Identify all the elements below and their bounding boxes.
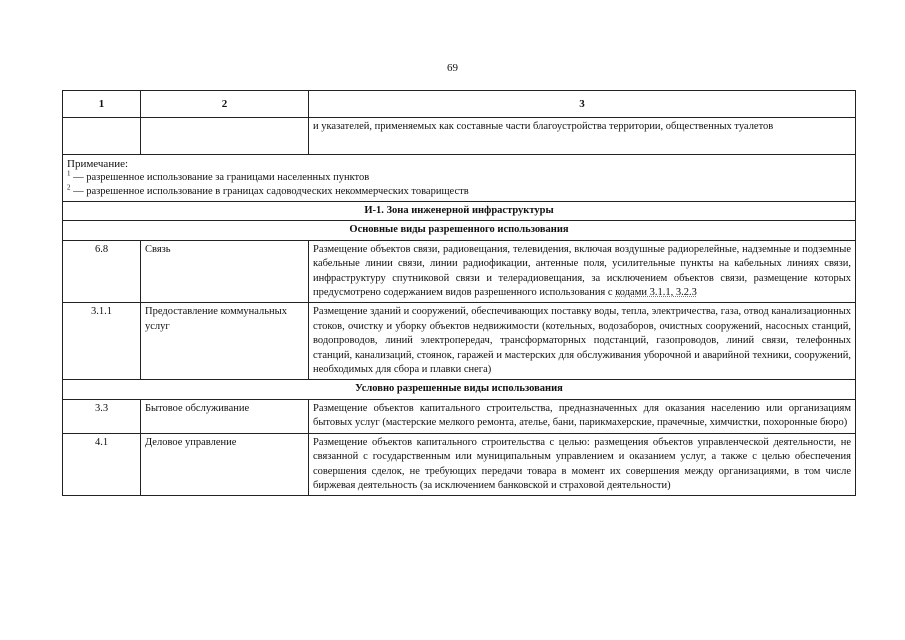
table-header-row [63,91,856,118]
section-main-row [63,221,856,240]
cell-code: 4.1 [63,433,141,496]
note-line-1 [67,171,851,185]
desc-text: Размещение объектов связи, радиовещания, телевидения, включая воздушные радиорелейные, надземные и подземные кабельные линии связи, линии радиофикации, антенные поля, усилительные пункты на кабельных линиях связи, инфраструктуру спутниковой связи и телерадиовещания, за исключением объектов связи, размещение которых предусмотрено содержанием видов разрешенного использования с [313,243,851,299]
page-number: 69 [447,62,458,74]
note-title: Примечание: [67,158,129,170]
cell-code: 3.3 [63,399,141,433]
cell-desc: Размещение объектов капитального строительства, предназначенных для оказания населению или организациям бытовых услуг (мастерские мелкого ремонта, ателье, бани, парикмахерские, прачечные, химчистки, похоронные бюро) [309,399,856,433]
section-conditional-row [63,380,856,399]
note-text-1: — разрешенное использование за границами населенных пунктов [70,172,370,183]
land-use-table [62,90,856,496]
header-col-2: 2 [141,91,309,118]
cell-name-empty [141,118,309,155]
note-line-2 [67,185,851,199]
cell-name: Предоставление коммунальных услуг [141,303,309,380]
codes-link[interactable]: кодами 3.1.1, 3.2.3 [615,287,697,299]
cell-desc: Размещение объектов капитального строительства с целью: размещения объектов управленческой деятельности, не связанной с государственным или муниципальным управлением и оказанием услуг, а также с целью обеспечения совершения сделок, не требующих передачи товара в момент их совершения между организациями, в том числе биржевая деятельность (за исключением банковской и страховой деятельности) [309,433,856,496]
cell-code: 6.8 [63,240,141,303]
zone-title-row [63,202,856,221]
section-main-title: Основные виды разрешенного использования [63,221,856,240]
cell-name: Деловое управление [141,433,309,496]
footnote-mark-1: 1 [67,169,71,178]
cell-desc-continuation: и указателей, применяемых как составные части благоустройства территории, общественных туалетов [309,118,856,155]
cell-name: Бытовое обслуживание [141,399,309,433]
header-col-3: 3 [309,91,856,118]
cell-name: Связь [141,240,309,303]
cell-code-empty [63,118,141,155]
table-row [63,240,856,303]
header-col-1: 1 [63,91,141,118]
zone-title: И-1. Зона инженерной инфраструктуры [63,202,856,221]
cell-code: 3.1.1 [63,303,141,380]
table-row [63,303,856,380]
table-row [63,433,856,496]
table-row [63,399,856,433]
note-text-2: — разрешенное использование в границах садоводческих некоммерческих товариществ [70,186,469,197]
note-row [63,155,856,202]
cell-desc [309,240,856,303]
section-conditional-title: Условно разрешенные виды использования [63,380,856,399]
cell-desc: Размещение зданий и сооружений, обеспечивающих поставку воды, тепла, электричества, газа, отвод канализационных стоков, очистку и уборку объектов недвижимости (котельных, водозаборов, очистных сооружений, насосных станций, водопроводов, линий электропередач, трансформаторных подстанций, газопроводов, линий связи, телефонных станций, канализаций, стоянок, гаражей и мастерских для обслуживания уборочной и аварийной техники, сооружений, необходимых для сбора и плавки снега) [309,303,856,380]
table-row-continuation [63,118,856,155]
footnote-mark-2: 2 [67,183,71,192]
note-cell [63,155,856,202]
